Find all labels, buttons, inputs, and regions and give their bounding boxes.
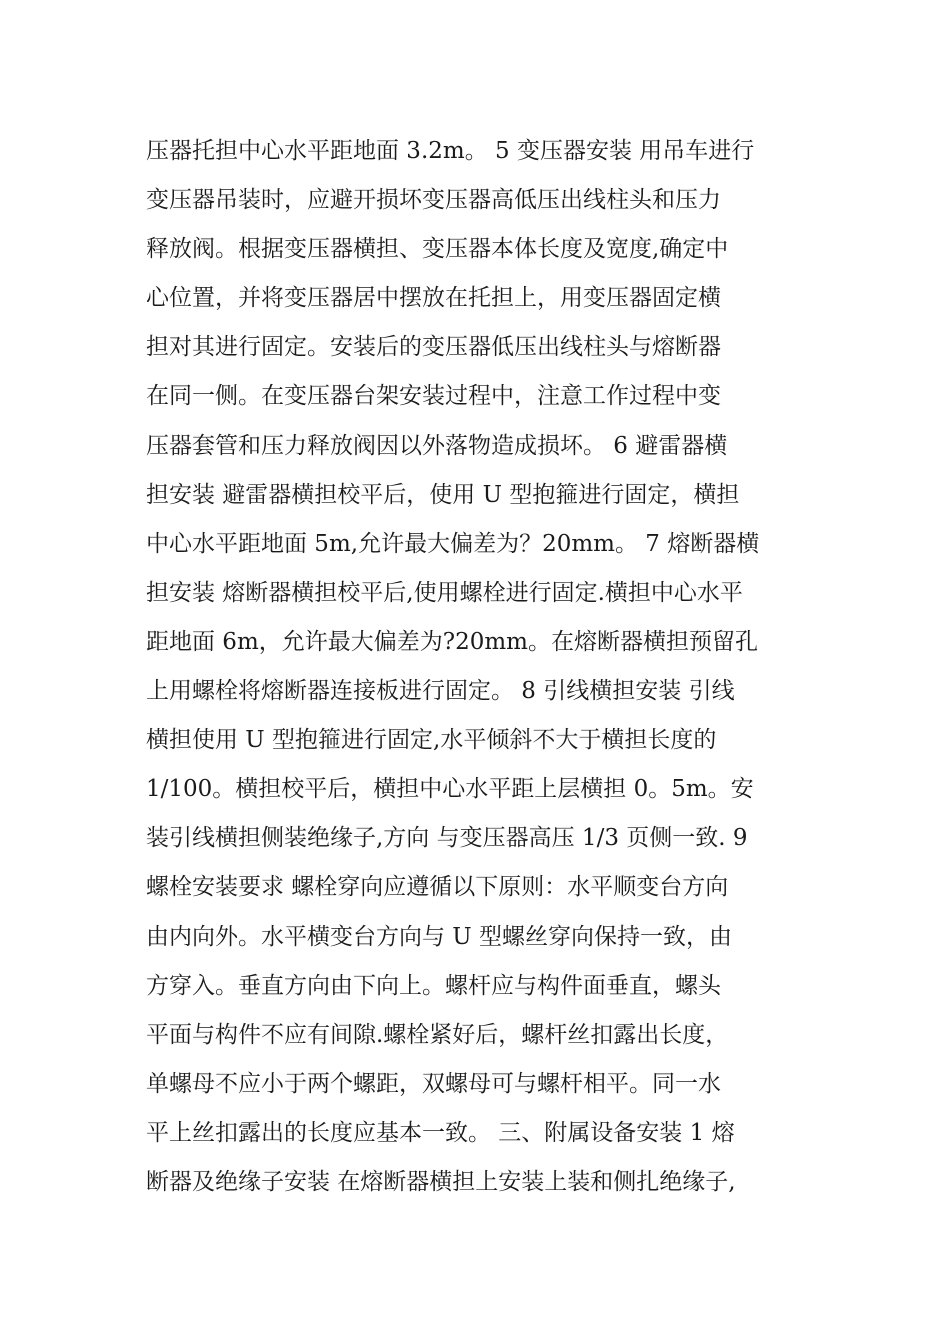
text-line: 担安装 熔断器横担校平后,使用螺栓进行固定.横担中心水平 — [146, 579, 743, 606]
text-line: 压器套管和压力释放阀因以外落物造成损坏。 6 避雷器横 — [146, 432, 728, 459]
text-line: 在同一侧。在变压器台架安装过程中，注意工作过程中变 — [146, 383, 721, 410]
text-line: 释放阀。根据变压器横担、变压器本体长度及宽度,确定中 — [146, 236, 729, 263]
text-line: 距地面 6m，允许最大偏差为?20mm。在熔断器横担预留孔 — [146, 628, 758, 655]
text-line: 担安装 避雷器横担校平后，使用 U 型抱箍进行固定，横担 — [146, 481, 740, 508]
text-line: 横担使用 U 型抱箍进行固定,水平倾斜不大于横担长度的 — [146, 727, 717, 754]
text-line: 平面与构件不应有间隙.螺栓紧好后，螺杆丝扣露出长度， — [146, 1021, 729, 1048]
text-line: 方穿入。垂直方向由下向上。螺杆应与构件面垂直，螺头 — [146, 972, 721, 999]
text-line: 上用螺栓将熔断器连接板进行固定。 8 引线横担安装 引线 — [146, 678, 735, 705]
text-line: 中心水平距地面 5m,允许最大偏差为？20mm。 7 熔断器横 — [146, 530, 760, 557]
text-line: 担对其进行固定。安装后的变压器低压出线柱头与熔断器 — [146, 334, 721, 361]
text-line: 变压器吊装时，应避开损坏变压器高低压出线柱头和压力 — [146, 187, 721, 214]
text-line: 螺栓安装要求 螺栓穿向应遵循以下原则：水平顺变台方向 — [146, 874, 729, 901]
text-line: 平上丝扣露出的长度应基本一致。 三、附属设备安装 1 熔 — [146, 1119, 735, 1146]
text-line: 装引线横担侧装绝缘子,方向 与变压器高压 1/3 页侧一致. 9 — [146, 825, 748, 852]
text-line: 压器托担中心水平距地面 3.2m。 5 变压器安装 用吊车进行 — [146, 138, 755, 164]
text-line: 由内向外。水平横变台方向与 U 型螺丝穿向保持一致，由 — [146, 923, 733, 950]
text-line: 1/100。横担校平后，横担中心水平距上层横担 0。5m。安 — [146, 776, 754, 803]
text-line: 单螺母不应小于两个螺距，双螺母可与螺杆相平。同一水 — [146, 1070, 721, 1097]
body-text — [146, 127, 826, 1207]
text-line: 断器及绝缘子安装 在熔断器横担上安装上装和侧扎绝缘子, — [146, 1168, 736, 1195]
text-line: 心位置，并将变压器居中摆放在托担上，用变压器固定横 — [146, 285, 721, 312]
